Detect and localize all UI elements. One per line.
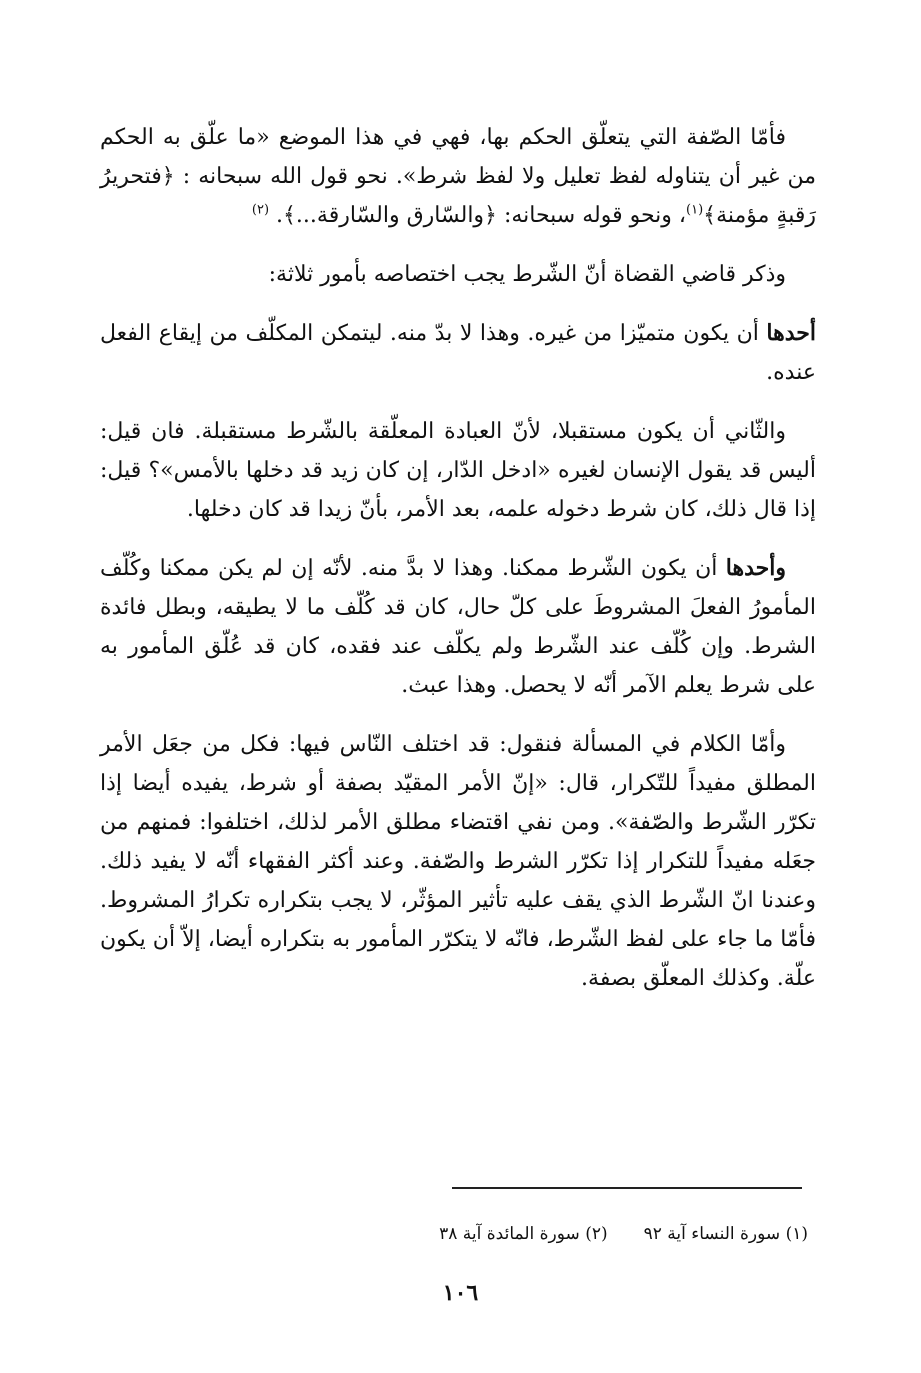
paragraph-5	[100, 549, 816, 705]
paragraph-1-text-cont: ، ونحو قوله سبحانه: ﴿والسّارق والسّارقة...﴾.	[276, 203, 687, 228]
paragraph-2-text: وذكر قاضي القضاة أنّ الشّرط يجب اختصاصه بأمور ثلاثة:	[268, 262, 786, 287]
footnote-ref-2: (٢)	[251, 202, 270, 218]
footnote-2: (٢) سورة المائدة آية ٣٨	[439, 1224, 608, 1244]
main-text	[100, 118, 816, 1018]
page-number: ١٠٦	[442, 1280, 479, 1306]
paragraph-6	[100, 725, 816, 998]
paragraph-1-text: فأمّا الصّفة التي يتعلّق الحكم بها، فهي في هذا الموضع «ما علّق به الحكم من غير أن يتناوله لفظ تعليل ولا لفظ شرط». نحو قول الله سبحانه : ﴿فتحريرُ رَقبةٍ مؤمنة﴾	[100, 125, 816, 228]
paragraph-1	[100, 118, 816, 235]
paragraph-5-text: أن يكون الشّرط ممكنا. وهذا لا بدَّ منه. لأنّه إن لم يكن ممكنا وكُلّف المأمورُ الفعلَ المشروطَ على كلّ حال، كان قد كُلّف ما لا يطيقه، وبطل فائدة الشرط. وإن كُلّف عند الشّرط ولم يكلّف عند فقده، كان قد عُلّق المأمور به على شرط يعلم الآمر أنّه لا يحصل. وهذا عبث.	[100, 556, 816, 698]
paragraph-5-lead: وأحدها	[725, 555, 786, 581]
paragraph-3-lead: أحدها	[766, 320, 816, 346]
footnote-ref-1: (١)	[686, 202, 704, 218]
paragraph-4	[100, 412, 816, 529]
paragraph-6-text: وأمّا الكلام في المسألة فنقول: قد اختلف النّاس فيها: فكل من جعَل الأمر المطلق مفيداً للتّكرار، قال: «إنّ الأمر المقيّد بصفة أو شرط، يفيده أيضا إذا تكرّر الشّرط والصّفة». ومن نفي اقتضاء مطلق الأمر لذلك، اختلفوا: فمنهم من جعَله مفيداً للتكرار إذا تكرّر الشرط والصّفة. وعند أكثر الفقهاء أنّه لا يفيد ذلك. وعندنا انّ الشّرط الذي يقف عليه تأثير المؤثّر، لا يجب بتكراره تكرارُ المشروط. فأمّا ما جاء على لفظ الشّرط، فانّه لا يتكرّر المأمور به بتكراره أيضا، إلاّ أن يكون علّة. وكذلك المعلّق بصفة.	[100, 732, 816, 991]
paragraph-3	[100, 314, 816, 392]
footnote-separator	[452, 1187, 802, 1189]
paragraph-4-text: والثّاني أن يكون مستقبلا، لأنّ العبادة المعلّقة بالشّرط مستقبلة. فان قيل: أليس قد يقول الإنسان لغيره «ادخل الدّار، إن كان زيد قد دخلها بالأمس»؟ قيل: إذا قال ذلك، كان شرط دخوله علمه، بعد الأمر، بأنّ زيدا قد كان دخلها.	[100, 419, 816, 522]
paragraph-2	[100, 255, 816, 294]
footnotes	[300, 1222, 808, 1246]
footnote-1: (١) سورة النساء آية ٩٢	[643, 1224, 808, 1244]
paragraph-3-text: أن يكون متميّزا من غيره. وهذا لا بدّ منه. ليتمكن المكلّف من إيقاع الفعل عنده.	[100, 321, 816, 385]
